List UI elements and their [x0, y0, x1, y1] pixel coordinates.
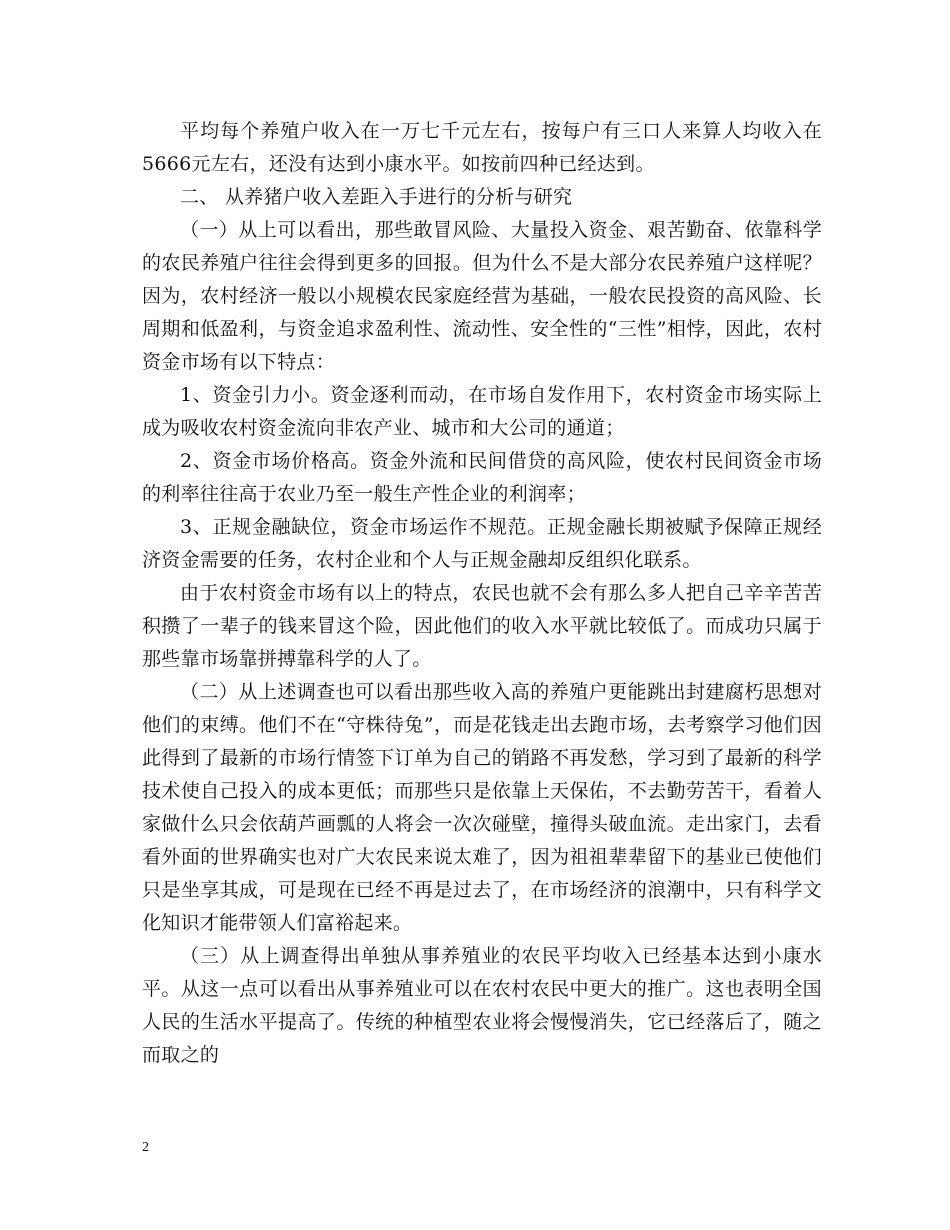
list-item-1: 1、资金引力小。资金逐利而动，在市场自发作用下，农村资金市场实际上成为吸收农村资金流向非农产业、城市和大公司的通道；: [142, 384, 822, 439]
page-number: 2: [142, 1140, 149, 1155]
list-item-3: 3、正规金融缺位，资金市场运作不规范。正规金融长期被赋予保障正规经济资金需要的任务，农村企业和个人与正规金融却反组织化联系。: [142, 516, 822, 571]
paragraph-section-1: （一）从上可以看出，那些敢冒风险、大量投入资金、艰苦勤奋、依靠科学的农民养殖户往往会得到更多的回报。但为什么不是大部分农民养殖户这样呢？因为，农村经济一般以小规模农民家庭经营为基础，一般农民投资的高风险、长周期和低盈利，与资金追求盈利性、流动性、安全性的“三性”相悖，因此，农村资金市场有以下特点：: [142, 219, 822, 373]
section-heading-2: 二、 从养猪户收入差距入手进行的分析与研究: [180, 186, 573, 208]
paragraph-conclusion-1: 由于农村资金市场有以上的特点，农民也就不会有那么多人把自己辛辛苦苦积攒了一辈子的钱来冒这个险，因此他们的收入水平就比较低了。而成功只属于那些靠市场靠拼搏靠科学的人了。: [142, 582, 822, 670]
paragraph-section-2: （二）从上述调查也可以看出那些收入高的养殖户更能跳出封建腐朽思想对他们的束缚。他们不在“守株待兔”，而是花钱走出去跑市场，去考察学习他们因此得到了最新的市场行情签下订单为自己的销路不再发愁，学习到了最新的科学技术使自己投入的成本更低；而那些只是依靠上天保佑，不去勤劳苦干，看着人家做什么只会依葫芦画瓢的人将会一次次碰壁，撞得头破血流。走出家门，去看看外面的世界确实也对广大农民来说太难了，因为祖祖辈辈留下的基业已使他们只是坐享其成，可是现在已经不再是过去了，在市场经济的浪潮中，只有科学文化知识才能带领人们富裕起来。: [142, 681, 822, 934]
paragraph-section-3: （三）从上调查得出单独从事养殖业的农民平均收入已经基本达到小康水平。从这一点可以看出从事养殖业可以在农村农民中更大的推广。这也表明全国人民的生活水平提高了。传统的种植型农业将会慢慢消失，它已经落后了，随之而取之的: [142, 945, 822, 1066]
document-body: [142, 115, 822, 1072]
paragraph-income-summary: 平均每个养殖户收入在一万七千元左右，按每户有三口人来算人均收入在5666元左右，还没有达到小康水平。如按前四种已经达到。: [142, 120, 822, 175]
list-item-2: 2、资金市场价格高。资金外流和民间借贷的高风险，使农村民间资金市场的利率往往高于农业乃至一般生产性企业的利润率；: [142, 450, 822, 505]
